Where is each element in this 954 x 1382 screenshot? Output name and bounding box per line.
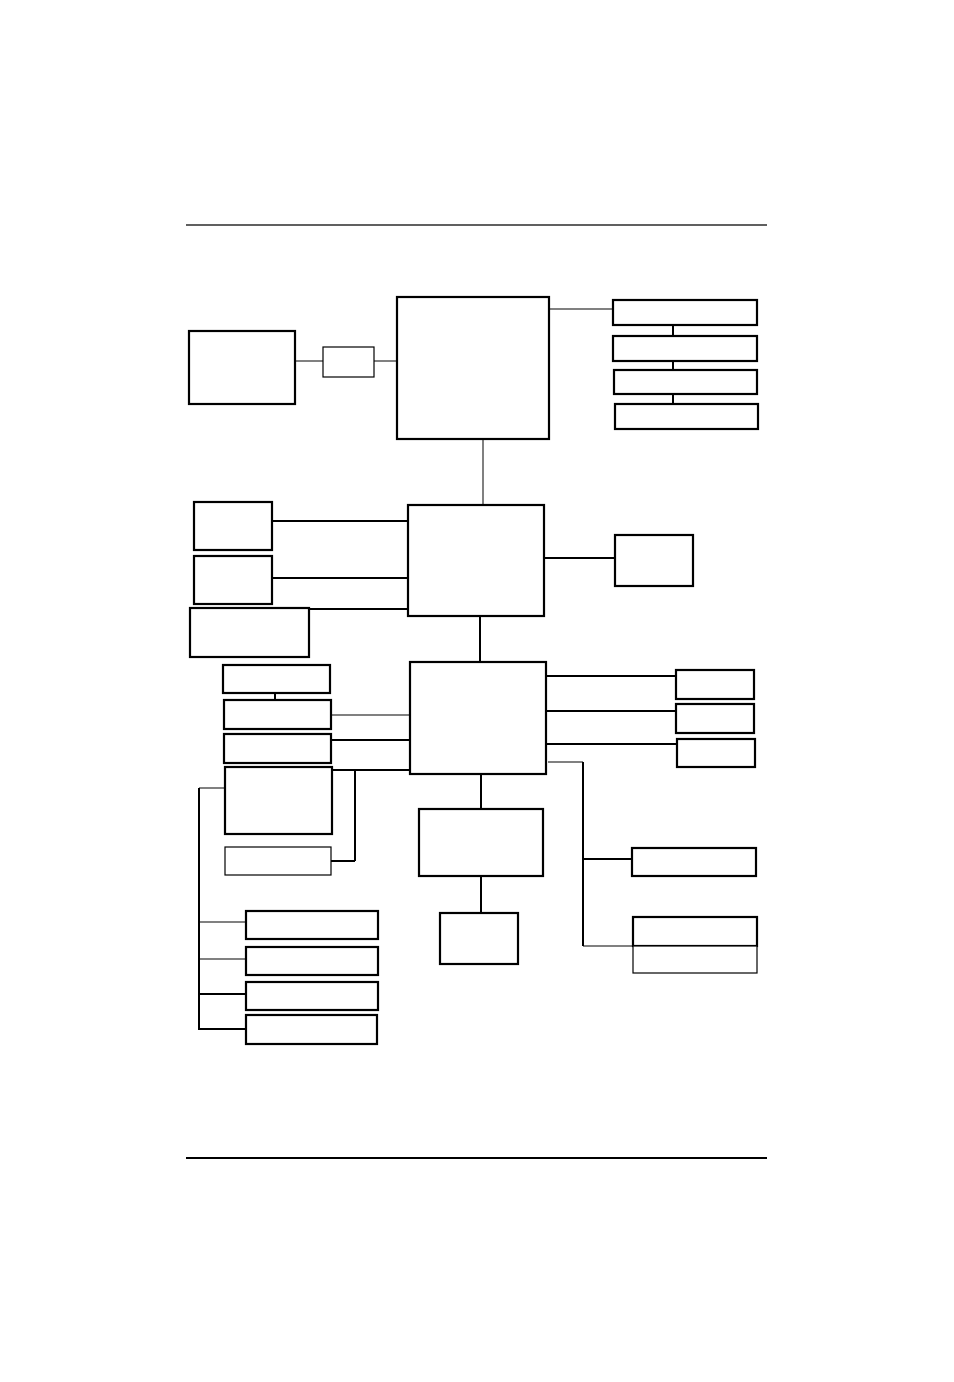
block-low-right-6 bbox=[633, 946, 757, 973]
block-low-right-2 bbox=[676, 704, 754, 733]
block-mid-left-2 bbox=[194, 556, 272, 604]
block-list-4 bbox=[246, 1015, 377, 1044]
block-low-left-5 bbox=[225, 847, 331, 875]
block-top-right-2 bbox=[613, 336, 757, 361]
block-list-2 bbox=[246, 947, 378, 975]
block-low-left-3 bbox=[224, 734, 331, 763]
block-mid-right bbox=[615, 535, 693, 586]
block-mid-hub bbox=[408, 505, 544, 616]
block-low-left-2 bbox=[224, 700, 331, 729]
block-mid-left-1 bbox=[194, 502, 272, 550]
block-list-3 bbox=[246, 982, 378, 1010]
block-top-right-4 bbox=[615, 404, 758, 429]
block-top-left bbox=[189, 331, 295, 404]
block-top-right-1 bbox=[613, 300, 757, 325]
block-mid-left-3 bbox=[190, 608, 309, 657]
block-low-right-3 bbox=[677, 739, 755, 767]
block-low-center bbox=[419, 809, 543, 876]
block-low-right-1 bbox=[676, 670, 754, 699]
block-top-right-3 bbox=[614, 370, 757, 394]
block-low-center-sub bbox=[440, 913, 518, 964]
block-low-right-5 bbox=[633, 917, 757, 946]
block-low-hub bbox=[410, 662, 546, 774]
block-top-link bbox=[323, 347, 374, 377]
block-top-hub bbox=[397, 297, 549, 439]
block-low-left-1 bbox=[223, 665, 330, 693]
block-low-left-4 bbox=[225, 767, 332, 834]
block-list-1 bbox=[246, 911, 378, 939]
block-low-right-4 bbox=[632, 848, 756, 876]
